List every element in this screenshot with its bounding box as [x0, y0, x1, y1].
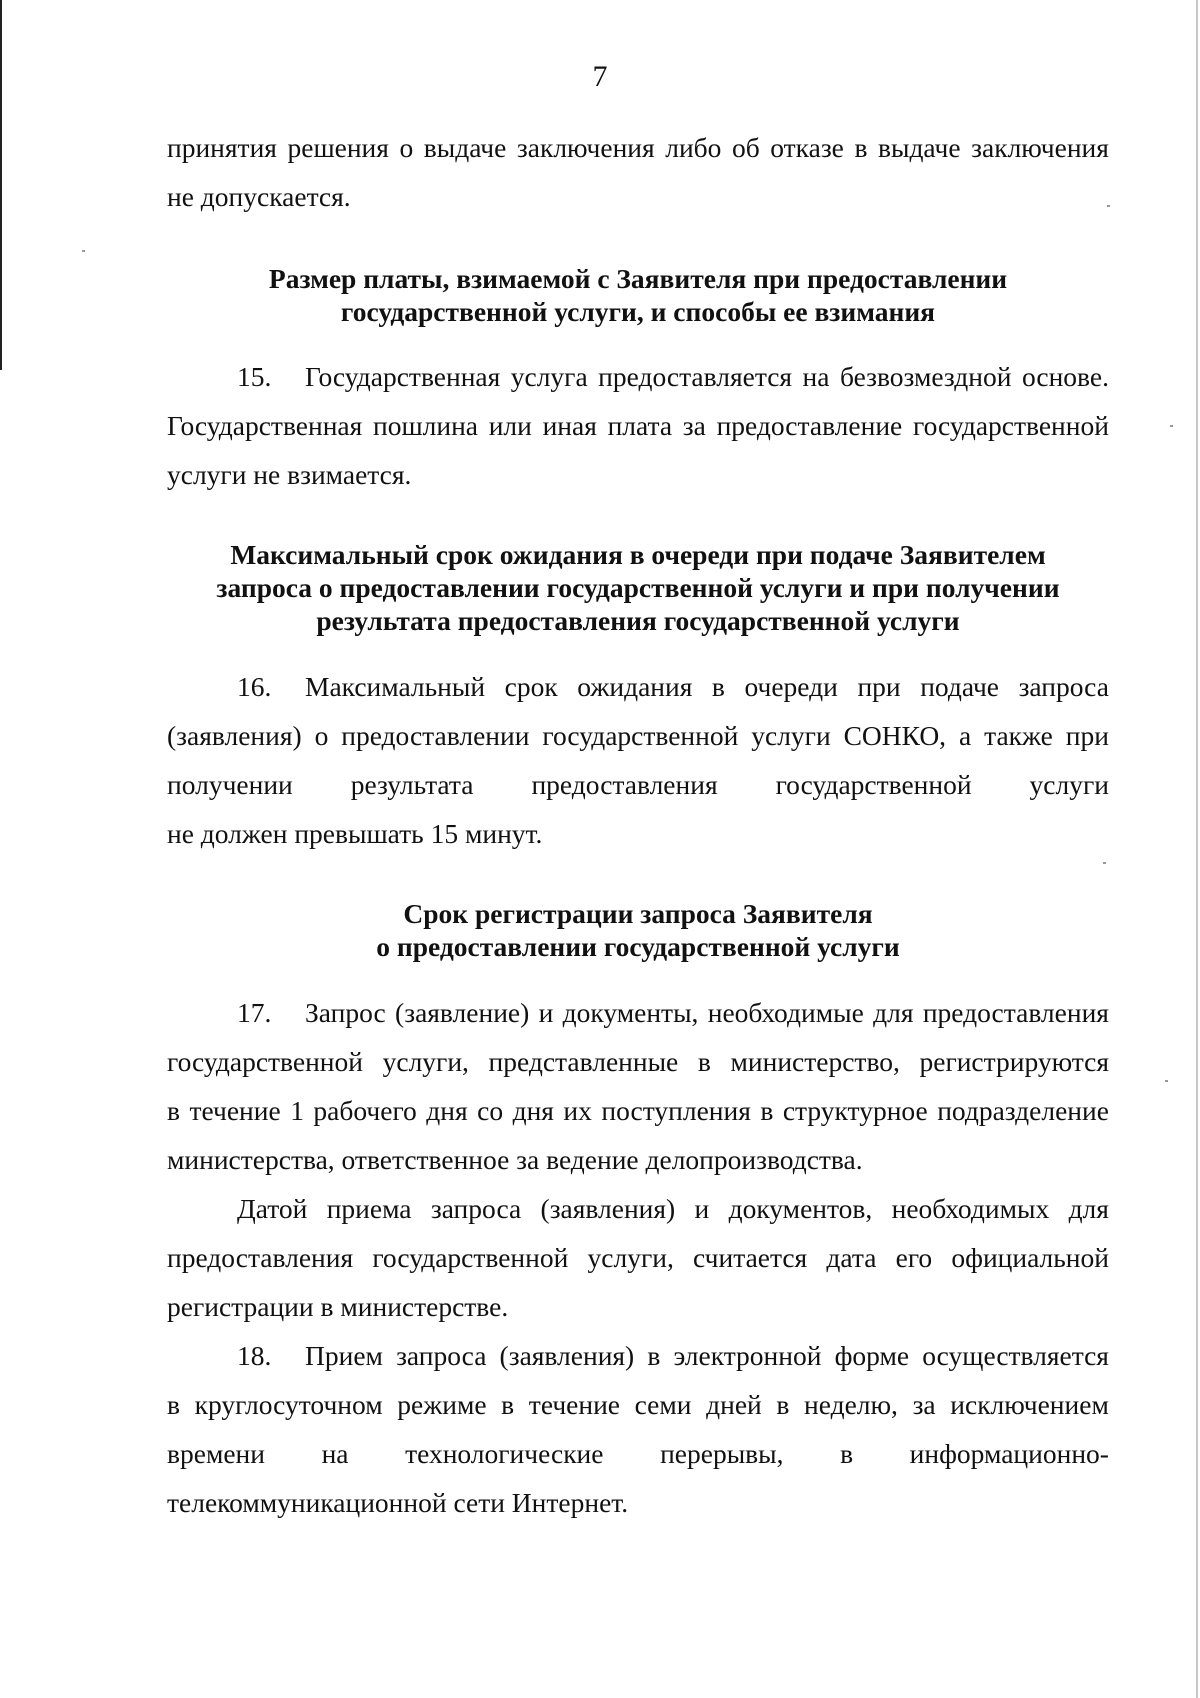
word: или	[488, 410, 532, 441]
word: принятия	[167, 132, 277, 163]
paragraph-line-words	[305, 662, 1109, 711]
word: услуги	[751, 720, 831, 751]
paragraph-line	[167, 1184, 1109, 1233]
word: (заявление)	[395, 997, 530, 1028]
heading-line: запроса о предоставлении государственной услуги и при получении	[216, 572, 1060, 603]
word: предоставлении	[341, 720, 530, 751]
paragraph-line: услуги не взимается.	[167, 459, 412, 490]
word: официальной	[951, 1242, 1109, 1273]
paragraph-line	[167, 1380, 1109, 1429]
word: иная	[542, 410, 597, 441]
word: при	[857, 671, 901, 702]
word: режиме	[397, 1389, 487, 1420]
word: семи	[634, 1389, 692, 1420]
word: форме	[834, 1340, 910, 1371]
word: очереди	[744, 671, 838, 702]
paragraph-line	[167, 711, 1109, 760]
paragraph-17	[167, 988, 1109, 1184]
word: (заявления)	[499, 1340, 635, 1371]
word: предоставляется	[598, 361, 793, 392]
word: предоставление	[716, 410, 903, 441]
word: Датой	[237, 1193, 308, 1224]
heading-line: результата предоставления государственной услуги	[316, 605, 960, 636]
paragraph-line-words	[305, 1331, 1109, 1380]
word: пошлина	[372, 410, 478, 441]
word: электронной	[673, 1340, 822, 1371]
paragraph-line	[167, 401, 1109, 450]
word: услуга	[510, 361, 588, 392]
word: запроса	[1018, 671, 1109, 702]
word: решения	[287, 132, 389, 163]
word: и	[538, 997, 554, 1028]
word: необходимые	[707, 997, 864, 1028]
paragraph-16	[167, 662, 1109, 858]
word: предоставления	[531, 769, 718, 800]
paragraph-number: 16.	[237, 671, 272, 702]
paragraph-line-words	[305, 988, 1109, 1037]
word: технологические	[405, 1438, 604, 1469]
word: выдаче	[423, 132, 507, 163]
paragraph-17-continued	[167, 1184, 1109, 1331]
word: течение	[528, 1389, 621, 1420]
word: (заявления)	[167, 720, 302, 751]
word: приема	[326, 1193, 412, 1224]
word: в	[167, 1389, 180, 1420]
word: структурное	[782, 1095, 928, 1126]
word: регистрируются	[919, 1046, 1109, 1077]
section-heading-fee	[167, 262, 1109, 328]
scan-speck	[1170, 425, 1173, 427]
scan-edge-right	[1196, 0, 1198, 1698]
word: подаче	[920, 671, 999, 702]
word: течение	[189, 1095, 281, 1126]
paragraph-line-words	[305, 352, 1109, 401]
word: в	[711, 671, 725, 702]
word: рабочего	[313, 1095, 417, 1126]
word: в	[854, 132, 868, 163]
word: запроса	[396, 1340, 487, 1371]
heading-line: Срок регистрации запроса Заявителя	[403, 898, 873, 929]
word: поступления	[601, 1095, 751, 1126]
word: (заявления)	[540, 1193, 676, 1224]
word: государственной	[372, 1242, 569, 1273]
word: Запрос	[305, 997, 386, 1028]
word: Максимальный	[305, 671, 486, 702]
word: за	[912, 1389, 936, 1420]
word: услуги,	[587, 1242, 674, 1273]
word: в	[501, 1389, 515, 1420]
word: для	[1068, 1193, 1109, 1224]
word: получении	[167, 769, 293, 800]
scan-speck	[82, 250, 85, 252]
paragraph-line	[167, 1429, 1109, 1478]
paragraph-line	[167, 1331, 1109, 1380]
word: запроса	[430, 1193, 522, 1224]
word: Прием	[305, 1340, 383, 1371]
word: срок	[504, 671, 558, 702]
paragraph-line	[167, 662, 1109, 711]
word: услуги,	[382, 1046, 469, 1077]
paragraph-18	[167, 1331, 1109, 1527]
word: выдаче	[877, 132, 961, 163]
paragraph-line: телекоммуникационной сети Интернет.	[167, 1487, 629, 1518]
paragraph-line: регистрации в министерстве.	[167, 1291, 509, 1322]
word: плата	[607, 410, 673, 441]
paragraph-number: 18.	[237, 1340, 272, 1371]
word: государственной	[912, 410, 1109, 441]
scan-edge-left	[0, 0, 2, 370]
word: осуществляется	[922, 1340, 1109, 1371]
word: о	[399, 132, 414, 163]
word: в	[760, 1095, 774, 1126]
word: государственной	[542, 720, 739, 751]
word: в	[647, 1340, 661, 1371]
word: подразделение	[937, 1095, 1109, 1126]
paragraph-line: министерства, ответственное за ведение делопроизводства.	[167, 1144, 863, 1175]
word: дней	[706, 1389, 762, 1420]
word: о	[314, 720, 329, 751]
word: ожидания	[577, 671, 693, 702]
word: в	[840, 1438, 854, 1469]
section-heading-registration	[167, 897, 1109, 963]
word: заключения	[971, 132, 1109, 163]
paragraph-intro	[167, 123, 1109, 221]
word: представленные	[488, 1046, 679, 1077]
scan-speck	[1103, 862, 1106, 864]
word: необходимых	[891, 1193, 1050, 1224]
word: времени	[167, 1438, 265, 1469]
word: 1	[290, 1095, 304, 1126]
word: министерство,	[730, 1046, 900, 1077]
heading-line: Максимальный срок ожидания в очереди при подаче Заявителем	[230, 539, 1046, 570]
paragraph-line	[167, 988, 1109, 1037]
word: на	[802, 361, 830, 392]
word: за	[682, 410, 706, 441]
word: дня	[512, 1095, 554, 1126]
word: в	[776, 1389, 790, 1420]
word: Государственная	[305, 361, 501, 392]
word: а	[958, 720, 972, 751]
word: отказе	[770, 132, 844, 163]
paragraph-line: не должен превышать 15 минут.	[167, 818, 543, 849]
word: исключением	[950, 1389, 1109, 1420]
word: также	[984, 720, 1053, 751]
word: основе.	[1021, 361, 1109, 392]
scan-speck	[1165, 1080, 1168, 1082]
word: в	[697, 1046, 711, 1077]
word: на	[321, 1438, 349, 1469]
word: круглосуточном	[194, 1389, 383, 1420]
word: считается	[693, 1242, 808, 1273]
paragraph-15	[167, 352, 1109, 499]
word: документы,	[562, 997, 699, 1028]
word: государственной	[167, 1046, 363, 1077]
word: услуги	[1029, 769, 1109, 800]
word: его	[895, 1242, 933, 1273]
word: при	[1065, 720, 1109, 751]
section-heading-queue	[167, 538, 1109, 637]
word: документов,	[728, 1193, 873, 1224]
paragraph-line	[167, 1037, 1109, 1086]
word: либо	[665, 132, 722, 163]
word: СОНКО,	[843, 720, 947, 751]
word: и	[694, 1193, 710, 1224]
paragraph-line	[167, 123, 1109, 172]
word: Государственная	[167, 410, 363, 441]
paragraph-line	[167, 352, 1109, 401]
word: их	[563, 1095, 592, 1126]
word: государственной	[775, 769, 972, 800]
word: со	[477, 1095, 504, 1126]
heading-line: Размер платы, взимаемой с Заявителя при предоставлении	[268, 263, 1008, 294]
paragraph-number: 17.	[237, 997, 272, 1028]
page-number: 7	[592, 60, 608, 93]
word: об	[731, 132, 760, 163]
word: предоставления	[922, 997, 1109, 1028]
heading-line: о предоставлении государственной услуги	[376, 931, 900, 962]
paragraph-line	[167, 1086, 1109, 1135]
word: безвозмездной	[839, 361, 1012, 392]
word: для	[873, 997, 914, 1028]
paragraph-line: не допускается.	[167, 181, 351, 212]
word: перерывы,	[660, 1438, 784, 1469]
word: дата	[826, 1242, 877, 1273]
word: предоставления	[167, 1242, 354, 1273]
word: неделю,	[804, 1389, 898, 1420]
paragraph-line	[167, 760, 1109, 809]
paragraph-number: 15.	[237, 361, 272, 392]
paragraph-line	[167, 1233, 1109, 1282]
word: в	[167, 1095, 180, 1126]
word: дня	[426, 1095, 468, 1126]
word: заключения	[516, 132, 655, 163]
word: результата	[350, 769, 474, 800]
heading-line: государственной услуги, и способы ее взимания	[340, 296, 936, 327]
word: информационно-	[909, 1438, 1109, 1469]
